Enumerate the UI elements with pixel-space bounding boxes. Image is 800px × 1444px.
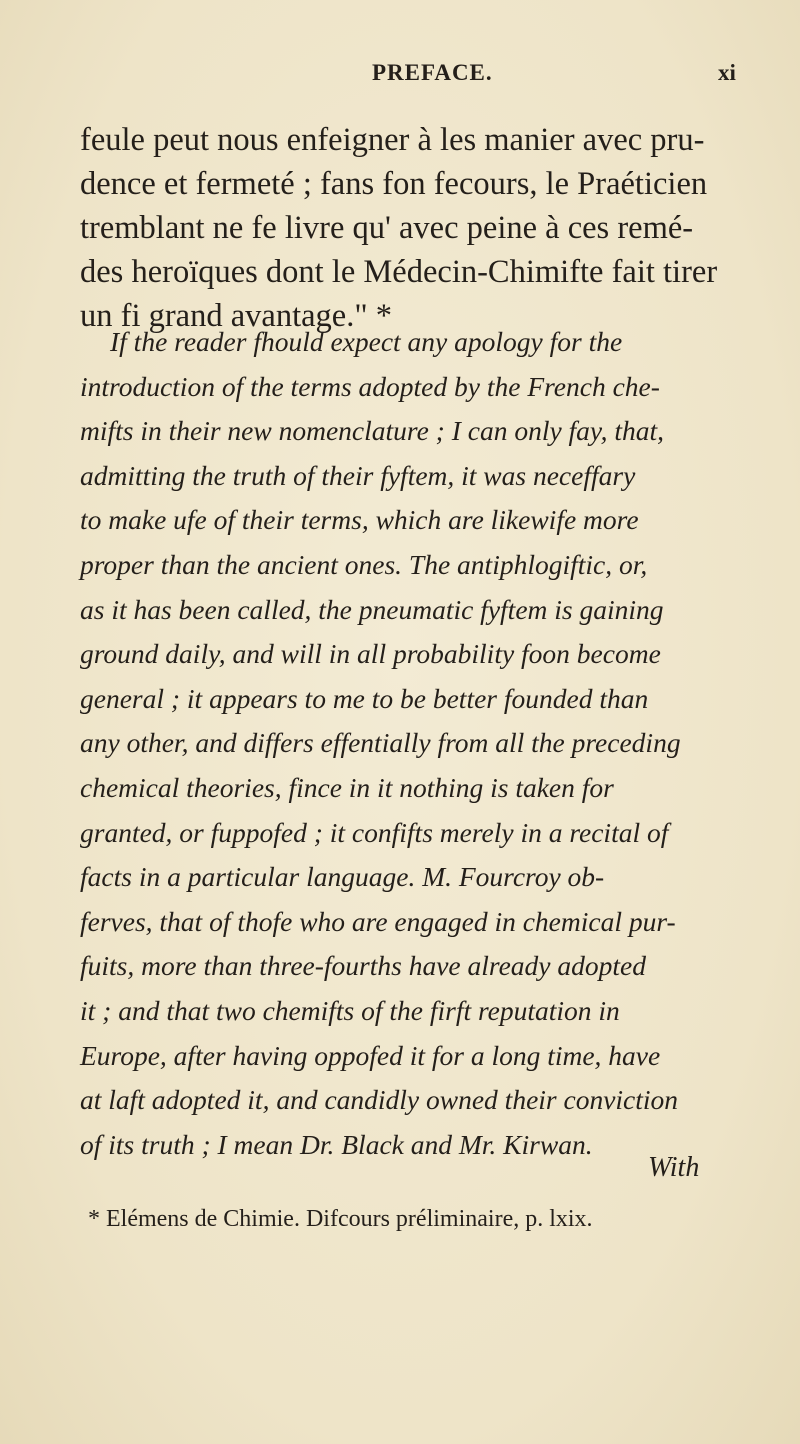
text-line: granted, or fuppofed ; it confifts merely in a recital of bbox=[80, 816, 669, 848]
text-line: to make ufe of their terms, which are likewife more bbox=[80, 504, 639, 536]
text-line: ferves, that of thofe who are engaged in chemical pur- bbox=[80, 905, 676, 937]
text-line: feule peut nous enfeigner à les manier avec pru- bbox=[80, 122, 705, 158]
text-line: general ; it appears to me to be better founded than bbox=[80, 682, 649, 714]
text-line: of its truth ; I mean Dr. Black and Mr. Kirwan. bbox=[80, 1128, 593, 1160]
text-line: Europe, after having oppofed it for a long time, have bbox=[80, 1039, 661, 1071]
catchword: With bbox=[648, 1152, 700, 1183]
text-line: introduction of the terms adopted by the French che- bbox=[80, 370, 660, 402]
text-line: proper than the ancient ones. The antiphlogiftic, or, bbox=[80, 548, 648, 580]
text-line: ground daily, and will in all probability foon become bbox=[80, 638, 661, 670]
text-line: as it has been called, the pneumatic fyftem is gaining bbox=[80, 593, 664, 625]
text-line: If the reader fhould expect any apology for the bbox=[110, 326, 623, 357]
text-line: un fi grand avantage." * bbox=[80, 298, 392, 334]
text-line: tremblant ne fe livre qu' avec peine à ces remé- bbox=[80, 210, 694, 246]
text-line: des heroïques dont le Médecin-Chimifte fait tirer bbox=[80, 254, 718, 290]
text-line: admitting the truth of their fyftem, it was neceffary bbox=[80, 459, 636, 491]
french-quotation bbox=[80, 118, 730, 338]
text-line: fuits, more than three-fourths have already adopted bbox=[80, 950, 646, 982]
text-line: at laft adopted it, and candidly owned their conviction bbox=[80, 1084, 679, 1116]
text-line: any other, and differs effentially from all the preceding bbox=[80, 727, 681, 759]
text-line: it ; and that two chemifts of the firft reputation in bbox=[80, 994, 620, 1026]
text-line: chemical theories, fince in it nothing is taken for bbox=[80, 771, 614, 803]
text-line: dence et fermeté ; fans fon fecours, le Praéticien bbox=[80, 166, 708, 202]
body-paragraph bbox=[80, 320, 730, 1167]
running-head: PREFACE. bbox=[372, 60, 493, 85]
text-line: facts in a particular language. M. Fourcroy ob- bbox=[80, 861, 605, 893]
page-number: xi bbox=[718, 60, 736, 85]
page-header bbox=[0, 60, 800, 100]
text-line: mifts in their new nomenclature ; I can only fay, that, bbox=[80, 415, 665, 447]
footnote: * Elémens de Chimie. Difcours préliminaire, p. lxix. bbox=[88, 1206, 593, 1232]
